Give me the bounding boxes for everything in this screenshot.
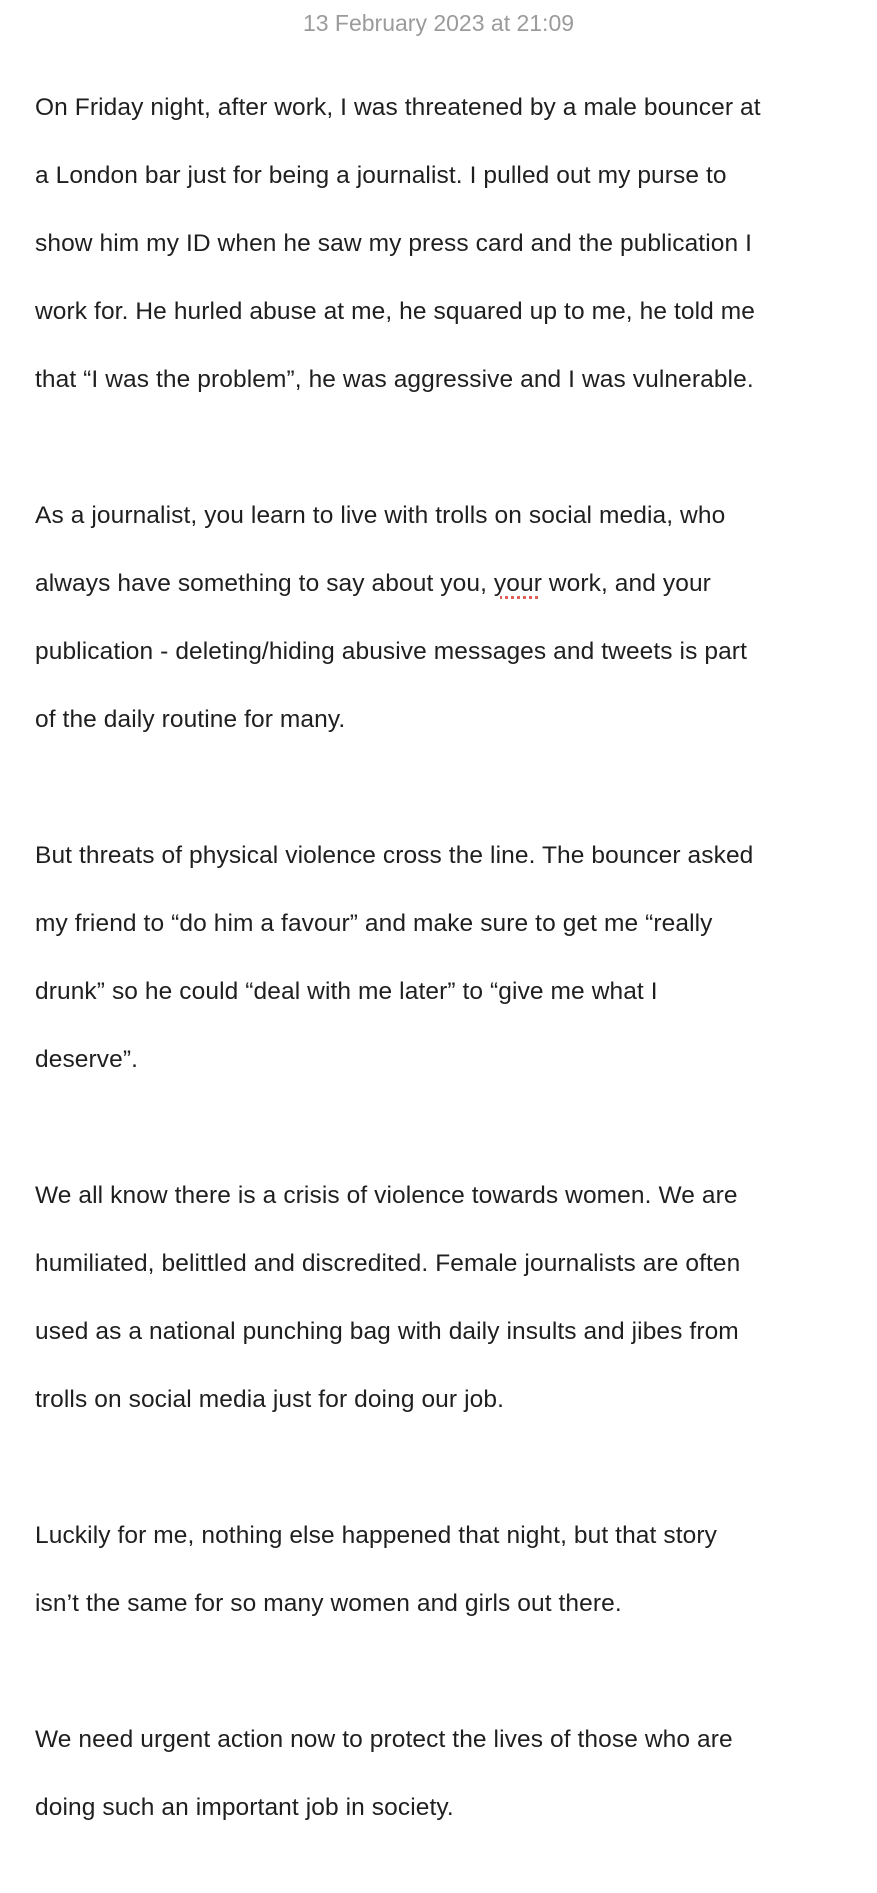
text-line: drunk” so he could “deal with me later” to “give me what I <box>35 978 658 1005</box>
text-line: doing such an important job in society. <box>35 1794 454 1821</box>
paragraph-6 <box>35 1689 865 1859</box>
text-segment: always have something to say about you, <box>35 570 494 597</box>
text-line: a London bar just for being a journalist. I pulled out my purse to <box>35 162 727 189</box>
text-line <box>35 567 865 601</box>
text-line: work for. He hurled abuse at me, he squared up to me, he told me <box>35 298 756 325</box>
text-line: that “I was the problem”, he was aggressive and I was vulnerable. <box>35 366 754 393</box>
paragraph-3 <box>35 805 865 1111</box>
paragraph-4 <box>35 1145 865 1451</box>
text-line: isn’t the same for so many women and girls out there. <box>35 1590 622 1617</box>
note-timestamp: 13 February 2023 at 21:09 <box>302 10 575 36</box>
text-line: We all know there is a crisis of violence towards women. We are <box>35 1182 738 1209</box>
text-line: Luckily for me, nothing else happened that night, but that story <box>35 1522 717 1549</box>
text-line: my friend to “do him a favour” and make sure to get me “really <box>35 910 713 937</box>
paragraph-5 <box>35 1485 865 1655</box>
paragraph-2 <box>35 465 865 771</box>
text-line: But threats of physical violence cross the line. The bouncer asked <box>35 842 754 869</box>
text-line: On Friday night, after work, I was threatened by a male bouncer at <box>35 94 761 121</box>
text-line: As a journalist, you learn to live with trolls on social media, who <box>35 502 726 529</box>
text-line: humiliated, belittled and discredited. Female journalists are often <box>35 1250 741 1277</box>
text-line: used as a national punching bag with daily insults and jibes from <box>35 1318 739 1345</box>
spellcheck-flagged-word[interactable]: your <box>493 570 542 597</box>
text-line: of the daily routine for many. <box>35 706 346 733</box>
text-segment: work, and your <box>541 570 711 597</box>
text-line: deserve”. <box>35 1046 139 1073</box>
note-body[interactable] <box>35 57 865 1893</box>
text-line: trolls on social media just for doing our job. <box>35 1386 504 1413</box>
text-line: show him my ID when he saw my press card and the publication I <box>35 230 753 257</box>
text-line: We need urgent action now to protect the lives of those who are <box>35 1726 733 1753</box>
paragraph-1 <box>35 57 865 431</box>
text-line: publication - deleting/hiding abusive messages and tweets is part <box>35 638 747 665</box>
